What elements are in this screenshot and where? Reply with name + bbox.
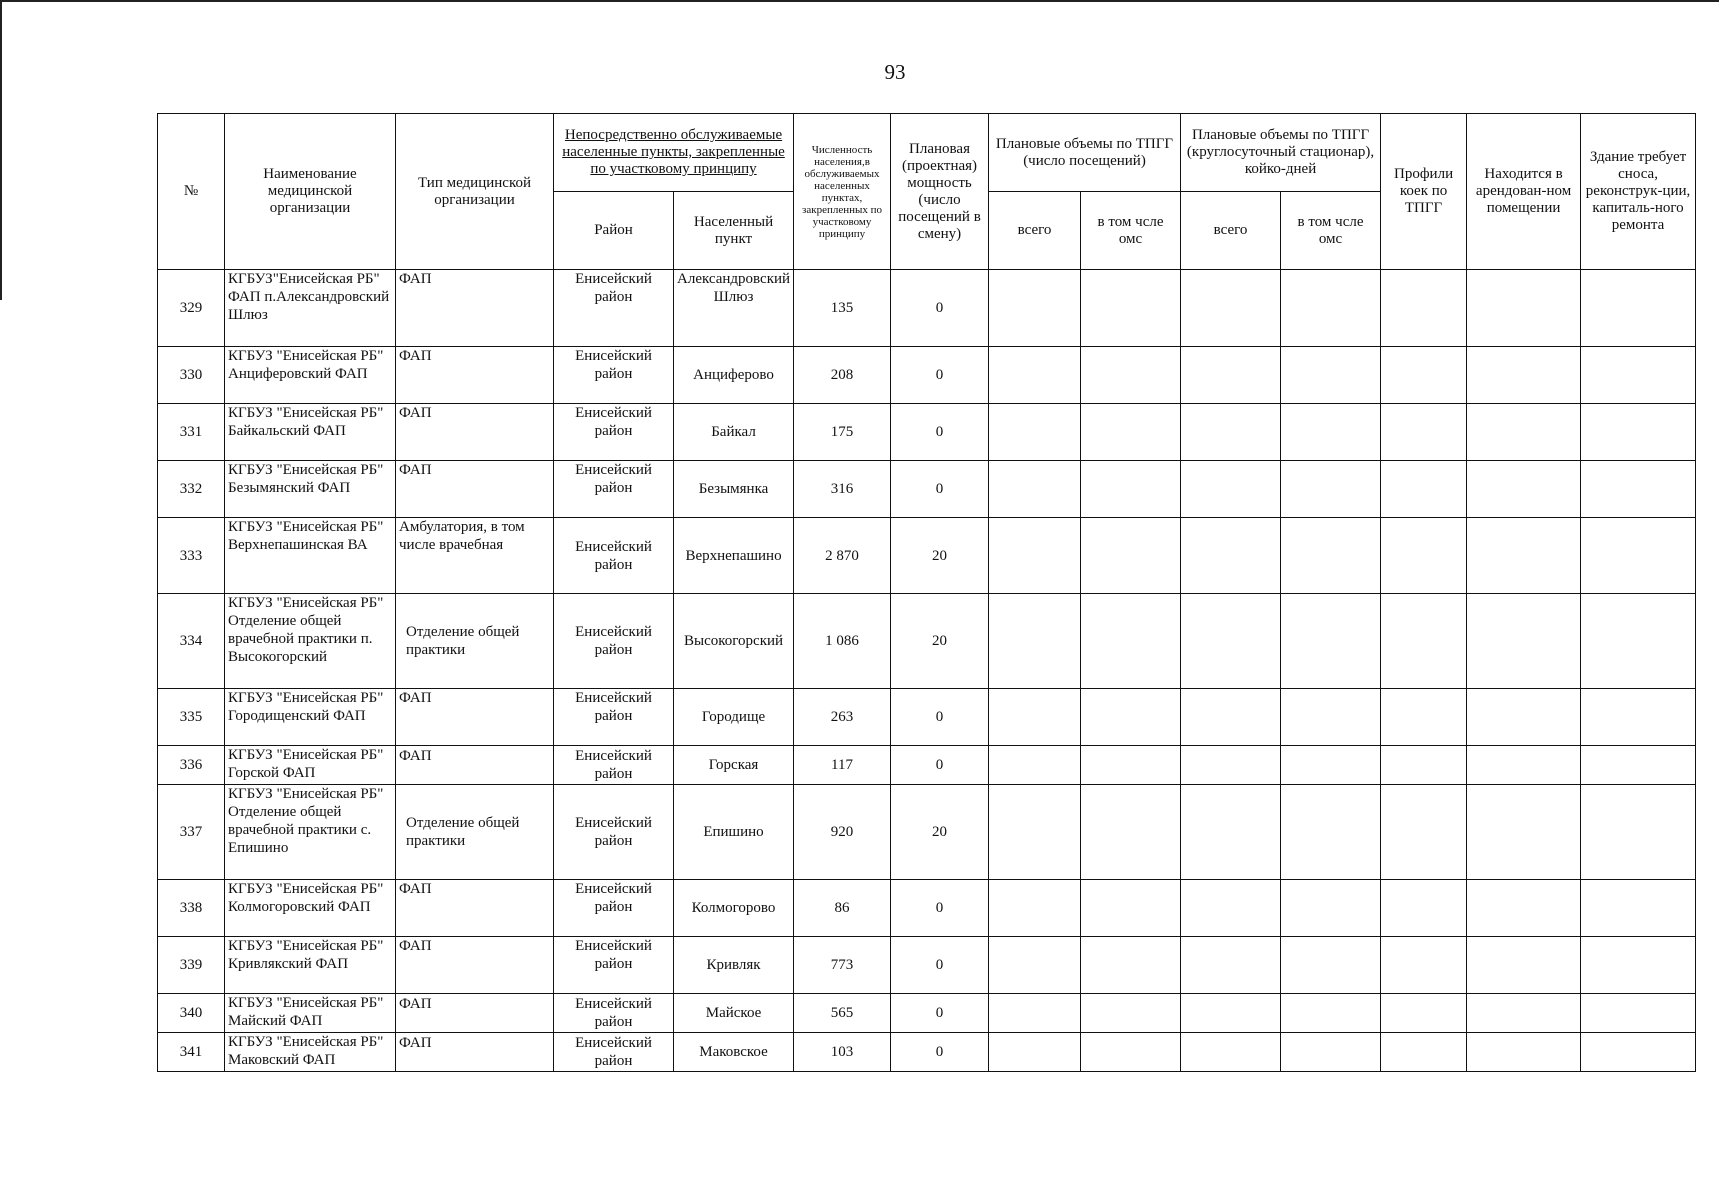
row-hospital-oms xyxy=(1281,270,1381,347)
row-rented xyxy=(1467,746,1581,785)
row-visits-oms xyxy=(1081,1033,1181,1072)
row-population: 208 xyxy=(794,347,891,404)
row-district: Енисейский район xyxy=(554,994,674,1033)
row-type: Отделение общей практики xyxy=(396,785,554,880)
row-visits-oms xyxy=(1081,785,1181,880)
row-hospital-oms xyxy=(1281,461,1381,518)
row-visits-oms xyxy=(1081,404,1181,461)
row-capacity: 20 xyxy=(891,518,989,594)
row-type: ФАП xyxy=(396,689,554,746)
row-capacity: 0 xyxy=(891,270,989,347)
row-capacity: 0 xyxy=(891,937,989,994)
row-population: 1 086 xyxy=(794,594,891,689)
row-capacity: 0 xyxy=(891,994,989,1033)
row-hospital-total xyxy=(1181,594,1281,689)
row-renovation xyxy=(1581,594,1696,689)
row-population: 86 xyxy=(794,880,891,937)
row-hospital-total xyxy=(1181,937,1281,994)
row-visits-total xyxy=(989,785,1081,880)
row-visits-total xyxy=(989,1033,1081,1072)
row-hospital-total xyxy=(1181,518,1281,594)
row-bed-profiles xyxy=(1381,270,1467,347)
row-rented xyxy=(1467,1033,1581,1072)
header-hospital-total: всего xyxy=(1181,192,1281,270)
row-visits-oms xyxy=(1081,937,1181,994)
row-capacity: 0 xyxy=(891,404,989,461)
table-row xyxy=(158,994,1696,1033)
page-border-top xyxy=(0,0,1719,2)
row-rented xyxy=(1467,689,1581,746)
row-population: 316 xyxy=(794,461,891,518)
row-settlement: Майское xyxy=(674,994,794,1033)
row-district: Енисейский район xyxy=(554,518,674,594)
row-visits-oms xyxy=(1081,994,1181,1033)
row-settlement: Горская xyxy=(674,746,794,785)
row-visits-oms xyxy=(1081,594,1181,689)
row-org: КГБУЗ"Енисейская РБ" ФАП п.Александровский Шлюз xyxy=(225,270,396,347)
row-population: 263 xyxy=(794,689,891,746)
row-rented xyxy=(1467,270,1581,347)
row-visits-total xyxy=(989,404,1081,461)
row-type: ФАП xyxy=(396,1033,554,1072)
row-org: КГБУЗ "Енисейская РБ" Безымянский ФАП xyxy=(225,461,396,518)
row-bed-profiles xyxy=(1381,785,1467,880)
row-org: КГБУЗ "Енисейская РБ" Маковский ФАП xyxy=(225,1033,396,1072)
row-renovation xyxy=(1581,404,1696,461)
row-org: КГБУЗ "Енисейская РБ" Кривлякский ФАП xyxy=(225,937,396,994)
header-served-group-text: Непосредственно обслуживаемые населенные пункты, закрепленные по участковому принципу xyxy=(562,127,785,177)
row-renovation xyxy=(1581,1033,1696,1072)
row-settlement: Безымянка xyxy=(674,461,794,518)
row-hospital-total xyxy=(1181,880,1281,937)
row-bed-profiles xyxy=(1381,880,1467,937)
row-type: ФАП xyxy=(396,404,554,461)
row-capacity: 0 xyxy=(891,1033,989,1072)
row-org: КГБУЗ "Енисейская РБ" Отделение общей врачебной практики с. Епишино xyxy=(225,785,396,880)
header-visits-group: Плановые объемы по ТПГГ (число посещений) xyxy=(989,114,1181,192)
row-hospital-total xyxy=(1181,1033,1281,1072)
table-header xyxy=(158,114,1696,270)
table-row xyxy=(158,1033,1696,1072)
row-district: Енисейский район xyxy=(554,785,674,880)
row-bed-profiles xyxy=(1381,461,1467,518)
table-row xyxy=(158,461,1696,518)
row-population: 920 xyxy=(794,785,891,880)
header-org: Наименование медицинской организации xyxy=(225,114,396,270)
row-hospital-oms xyxy=(1281,518,1381,594)
row-hospital-total xyxy=(1181,785,1281,880)
row-type: ФАП xyxy=(396,347,554,404)
row-type: ФАП xyxy=(396,994,554,1033)
row-bed-profiles xyxy=(1381,347,1467,404)
row-population: 175 xyxy=(794,404,891,461)
row-district: Енисейский район xyxy=(554,880,674,937)
row-settlement: Байкал xyxy=(674,404,794,461)
header-visits-oms: в том чсле омс xyxy=(1081,192,1181,270)
row-type: ФАП xyxy=(396,937,554,994)
row-district: Енисейский район xyxy=(554,594,674,689)
row-type: ФАП xyxy=(396,880,554,937)
row-hospital-total xyxy=(1181,461,1281,518)
row-bed-profiles xyxy=(1381,404,1467,461)
row-num: 334 xyxy=(158,594,225,689)
header-settlement: Населенный пункт xyxy=(674,192,794,270)
row-population: 103 xyxy=(794,1033,891,1072)
row-renovation xyxy=(1581,518,1696,594)
row-hospital-total xyxy=(1181,270,1281,347)
row-type: ФАП xyxy=(396,746,554,785)
row-hospital-total xyxy=(1181,746,1281,785)
row-num: 338 xyxy=(158,880,225,937)
row-hospital-total xyxy=(1181,404,1281,461)
row-org: КГБУЗ "Енисейская РБ" Верхнепашинская ВА xyxy=(225,518,396,594)
row-settlement: Кривляк xyxy=(674,937,794,994)
row-hospital-oms xyxy=(1281,347,1381,404)
row-num: 330 xyxy=(158,347,225,404)
row-hospital-total xyxy=(1181,347,1281,404)
row-num: 341 xyxy=(158,1033,225,1072)
row-rented xyxy=(1467,880,1581,937)
row-district: Енисейский район xyxy=(554,404,674,461)
row-type: ФАП xyxy=(396,461,554,518)
row-bed-profiles xyxy=(1381,937,1467,994)
row-visits-oms xyxy=(1081,518,1181,594)
row-renovation xyxy=(1581,994,1696,1033)
table-row xyxy=(158,937,1696,994)
header-rented: Находится в арендован-ном помещении xyxy=(1467,114,1581,270)
row-hospital-oms xyxy=(1281,746,1381,785)
row-org: КГБУЗ "Енисейская РБ" Отделение общей врачебной практики п. Высокогорский xyxy=(225,594,396,689)
row-num: 339 xyxy=(158,937,225,994)
row-hospital-oms xyxy=(1281,1033,1381,1072)
row-visits-total xyxy=(989,594,1081,689)
row-capacity: 20 xyxy=(891,594,989,689)
row-visits-total xyxy=(989,937,1081,994)
row-renovation xyxy=(1581,461,1696,518)
row-bed-profiles xyxy=(1381,594,1467,689)
row-num: 335 xyxy=(158,689,225,746)
page-border-left xyxy=(0,0,2,300)
row-rented xyxy=(1467,347,1581,404)
row-capacity: 0 xyxy=(891,461,989,518)
row-district: Енисейский район xyxy=(554,746,674,785)
row-visits-oms xyxy=(1081,689,1181,746)
header-hospital-group: Плановые объемы по ТПГГ (круглосуточный стационар), койко-дней xyxy=(1181,114,1381,192)
row-district: Енисейский район xyxy=(554,270,674,347)
row-renovation xyxy=(1581,270,1696,347)
row-num: 331 xyxy=(158,404,225,461)
page-number: 93 xyxy=(884,60,906,84)
row-district: Енисейский район xyxy=(554,461,674,518)
row-visits-total xyxy=(989,689,1081,746)
row-rented xyxy=(1467,594,1581,689)
row-num: 337 xyxy=(158,785,225,880)
row-visits-oms xyxy=(1081,880,1181,937)
row-num: 329 xyxy=(158,270,225,347)
row-population: 135 xyxy=(794,270,891,347)
header-num: № xyxy=(158,114,225,270)
row-visits-total xyxy=(989,270,1081,347)
row-visits-total xyxy=(989,880,1081,937)
table-body xyxy=(158,270,1696,1072)
table-row xyxy=(158,785,1696,880)
table-row xyxy=(158,404,1696,461)
row-rented xyxy=(1467,404,1581,461)
row-district: Енисейский район xyxy=(554,689,674,746)
row-visits-oms xyxy=(1081,746,1181,785)
row-visits-total xyxy=(989,994,1081,1033)
row-num: 336 xyxy=(158,746,225,785)
row-renovation xyxy=(1581,937,1696,994)
header-renovation: Здание требует сноса, реконструк-ции, капиталь-ного ремонта xyxy=(1581,114,1696,270)
facilities-table xyxy=(157,113,1696,1072)
row-org: КГБУЗ "Енисейская РБ" Колмогоровский ФАП xyxy=(225,880,396,937)
row-org: КГБУЗ "Енисейская РБ" Байкальский ФАП xyxy=(225,404,396,461)
row-population: 2 870 xyxy=(794,518,891,594)
row-hospital-oms xyxy=(1281,937,1381,994)
table-row xyxy=(158,594,1696,689)
row-settlement: Верхнепашино xyxy=(674,518,794,594)
row-settlement: Анциферово xyxy=(674,347,794,404)
row-settlement: Александровский Шлюз xyxy=(674,270,794,347)
row-bed-profiles xyxy=(1381,1033,1467,1072)
row-renovation xyxy=(1581,785,1696,880)
row-hospital-oms xyxy=(1281,404,1381,461)
row-settlement: Городище xyxy=(674,689,794,746)
table-row xyxy=(158,880,1696,937)
row-rented xyxy=(1467,994,1581,1033)
row-capacity: 20 xyxy=(891,785,989,880)
row-visits-total xyxy=(989,347,1081,404)
row-num: 332 xyxy=(158,461,225,518)
row-bed-profiles xyxy=(1381,746,1467,785)
row-hospital-total xyxy=(1181,994,1281,1033)
header-visits-total: всего xyxy=(989,192,1081,270)
row-hospital-oms xyxy=(1281,785,1381,880)
row-district: Енисейский район xyxy=(554,937,674,994)
row-num: 340 xyxy=(158,994,225,1033)
row-bed-profiles xyxy=(1381,689,1467,746)
header-capacity: Плановая (проектная) мощность (число посещений в смену) xyxy=(891,114,989,270)
table-row xyxy=(158,689,1696,746)
row-population: 565 xyxy=(794,994,891,1033)
row-hospital-total xyxy=(1181,689,1281,746)
row-rented xyxy=(1467,461,1581,518)
row-district: Енисейский район xyxy=(554,1033,674,1072)
table-row xyxy=(158,518,1696,594)
header-hospital-oms: в том чсле омс xyxy=(1281,192,1381,270)
row-visits-oms xyxy=(1081,347,1181,404)
row-visits-total xyxy=(989,518,1081,594)
row-settlement: Колмогорово xyxy=(674,880,794,937)
row-visits-oms xyxy=(1081,461,1181,518)
row-org: КГБУЗ "Енисейская РБ" Горской ФАП xyxy=(225,746,396,785)
row-bed-profiles xyxy=(1381,994,1467,1033)
row-org: КГБУЗ "Енисейская РБ" Майский ФАП xyxy=(225,994,396,1033)
table-row xyxy=(158,746,1696,785)
row-renovation xyxy=(1581,880,1696,937)
header-bed-profiles: Профили коек по ТПГГ xyxy=(1381,114,1467,270)
header-population: Численность населения,в обслуживаемых населенных пунктах, закрепленных по участковому принципу xyxy=(794,114,891,270)
row-district: Енисейский район xyxy=(554,347,674,404)
row-settlement: Маковское xyxy=(674,1033,794,1072)
row-visits-total xyxy=(989,746,1081,785)
row-settlement: Высокогорский xyxy=(674,594,794,689)
row-type: Отделение общей практики xyxy=(396,594,554,689)
row-renovation xyxy=(1581,746,1696,785)
row-settlement: Епишино xyxy=(674,785,794,880)
row-rented xyxy=(1467,937,1581,994)
row-renovation xyxy=(1581,347,1696,404)
row-population: 773 xyxy=(794,937,891,994)
row-hospital-oms xyxy=(1281,994,1381,1033)
row-num: 333 xyxy=(158,518,225,594)
row-org: КГБУЗ "Енисейская РБ" Анциферовский ФАП xyxy=(225,347,396,404)
row-hospital-oms xyxy=(1281,594,1381,689)
row-rented xyxy=(1467,785,1581,880)
row-rented xyxy=(1467,518,1581,594)
row-type: ФАП xyxy=(396,270,554,347)
row-type: Амбулатория, в том числе врачебная xyxy=(396,518,554,594)
header-row-1 xyxy=(158,114,1696,192)
row-population: 117 xyxy=(794,746,891,785)
row-capacity: 0 xyxy=(891,347,989,404)
table-row xyxy=(158,270,1696,347)
row-capacity: 0 xyxy=(891,689,989,746)
header-served-group xyxy=(554,114,794,192)
row-org: КГБУЗ "Енисейская РБ" Городищенский ФАП xyxy=(225,689,396,746)
header-district: Район xyxy=(554,192,674,270)
row-renovation xyxy=(1581,689,1696,746)
row-hospital-oms xyxy=(1281,880,1381,937)
header-type: Тип медицинской организации xyxy=(396,114,554,270)
row-hospital-oms xyxy=(1281,689,1381,746)
row-visits-total xyxy=(989,461,1081,518)
row-bed-profiles xyxy=(1381,518,1467,594)
row-capacity: 0 xyxy=(891,880,989,937)
table-row xyxy=(158,347,1696,404)
row-visits-oms xyxy=(1081,270,1181,347)
row-capacity: 0 xyxy=(891,746,989,785)
